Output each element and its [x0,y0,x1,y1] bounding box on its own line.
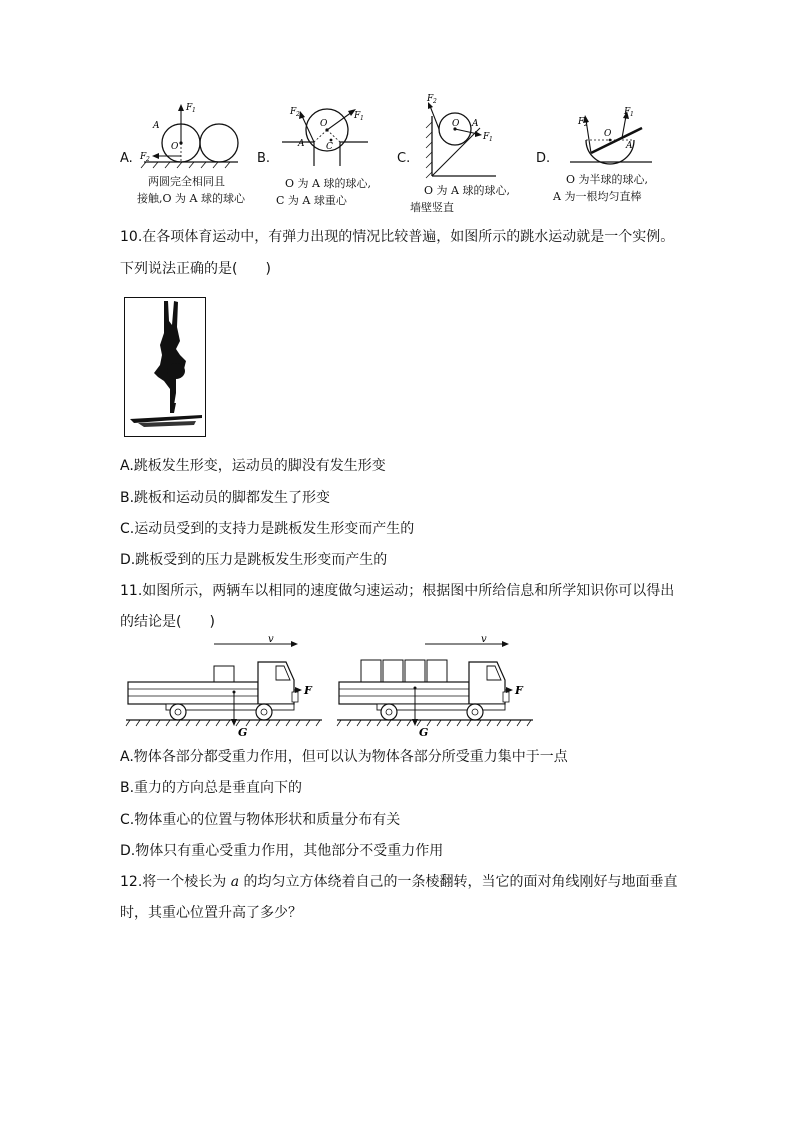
figure-d-f2-label: F [578,117,585,127]
figure-b-f1-label: F [354,111,361,121]
truck-left-v-label: v [268,634,274,645]
figure-b-caption-1: O 为 A 球的球心, [285,177,371,190]
figure-c-ball-in-corner [422,96,502,182]
q11-option-d[interactable]: D.物体只有重心受重力作用，其他部分不受重力作用 [120,843,444,859]
svg-text:2: 2 [433,98,437,105]
q11-option-a[interactable]: A.物体各部分都受重力作用，但可以认为物体各部分所受重力集中于一点 [120,749,568,765]
figure-d-o-label: O [604,129,612,139]
truck-right-v-label: v [481,634,487,645]
q11-option-b[interactable]: B.重力的方向总是垂直向下的 [120,780,303,796]
svg-text:2: 2 [296,111,300,118]
svg-text:1: 1 [192,107,196,114]
q10-option-a[interactable]: A.跳板发生形变，运动员的脚没有发生形变 [120,458,386,474]
truck-right-f-label: F [515,684,523,697]
q11-stem-line1: 11.如图所示，两辆车以相同的速度做匀速运动；根据图中所给信息和所学知识你可以得出 [120,583,675,599]
figure-option-b-letter: B. [257,151,271,166]
svg-text:1: 1 [360,115,364,122]
figure-c-f1-label: F [483,132,490,142]
figure-c-a-label: A [472,119,479,129]
figure-a-two-circles [136,100,246,172]
q10-option-d[interactable]: D.跳板受到的压力是跳板发生形变而产生的 [120,552,388,568]
truck-left-f-label: F [304,684,312,697]
figure-c-caption-1: O 为 A 球的球心, [424,184,510,197]
truck-left-figure [126,636,322,742]
figure-a-f2-label: F [140,152,147,162]
figure-a-o-label: O [171,142,179,152]
figure-c-caption-2: 墙壁竖直 [410,201,454,214]
figure-b-ball-on-step [276,98,376,170]
figure-d-caption-1: O 为半球的球心, [566,173,649,186]
svg-text:1: 1 [630,111,634,118]
q10-option-c[interactable]: C.运动员受到的支持力是跳板发生形变而产生的 [120,521,415,537]
figure-c-o-label: O [452,119,460,129]
figure-option-d-letter: D. [536,151,551,166]
figure-a-caption-2: 接触,O 为 A 球的球心 [137,192,245,205]
figure-b-a-label: A [298,139,305,149]
q12-variable-a: a [230,874,240,890]
diver-photo [124,297,206,437]
figure-option-a-letter: A. [120,151,133,166]
q11-option-c[interactable]: C.物体重心的位置与物体形状和质量分布有关 [120,812,401,828]
truck-left-g-label: G [238,726,248,739]
truck-right-g-label: G [419,726,429,739]
figure-d-a-label: A [626,141,633,151]
figure-c-f2-label: F [427,94,434,104]
figure-b-f2-label: F [290,107,297,117]
figure-d-rod-in-hemisphere [566,100,656,170]
figure-d-f1-label: F [624,107,631,117]
figure-a-f1-label: F [186,103,193,113]
svg-text:1: 1 [489,136,493,143]
figure-b-c-label: C [326,142,333,152]
q12-stem-line2: 时，其重心位置升高了多少？ [120,905,302,921]
svg-text:2: 2 [146,156,150,163]
figure-option-c-letter: C. [397,151,411,166]
q11-stem-line2: 的结论是( ) [120,614,215,630]
q10-option-b[interactable]: B.跳板和运动员的脚都发生了形变 [120,490,331,506]
figure-a-caption-1: 两圆完全相同且 [148,175,225,188]
figure-d-caption-2: A 为一根均匀直棒 [553,190,642,203]
figure-b-caption-2: C 为 A 球重心 [276,194,347,207]
svg-text:2: 2 [584,121,588,128]
q10-stem-line2: 下列说法正确的是( ) [120,261,271,277]
figure-b-o-label: O [320,119,328,129]
q12-stem-line1: 12.将一个棱长为 a 的均匀立方体绕着自己的一条棱翻转，当它的面对角线刚好与地面垂直 [120,874,678,890]
figure-a-a-label: A [153,121,160,131]
truck-right-figure [337,636,533,742]
q10-stem-line1: 10.在各项体育运动中，有弹力出现的情况比较普遍，如图所示的跳水运动就是一个实例。 [120,229,675,245]
